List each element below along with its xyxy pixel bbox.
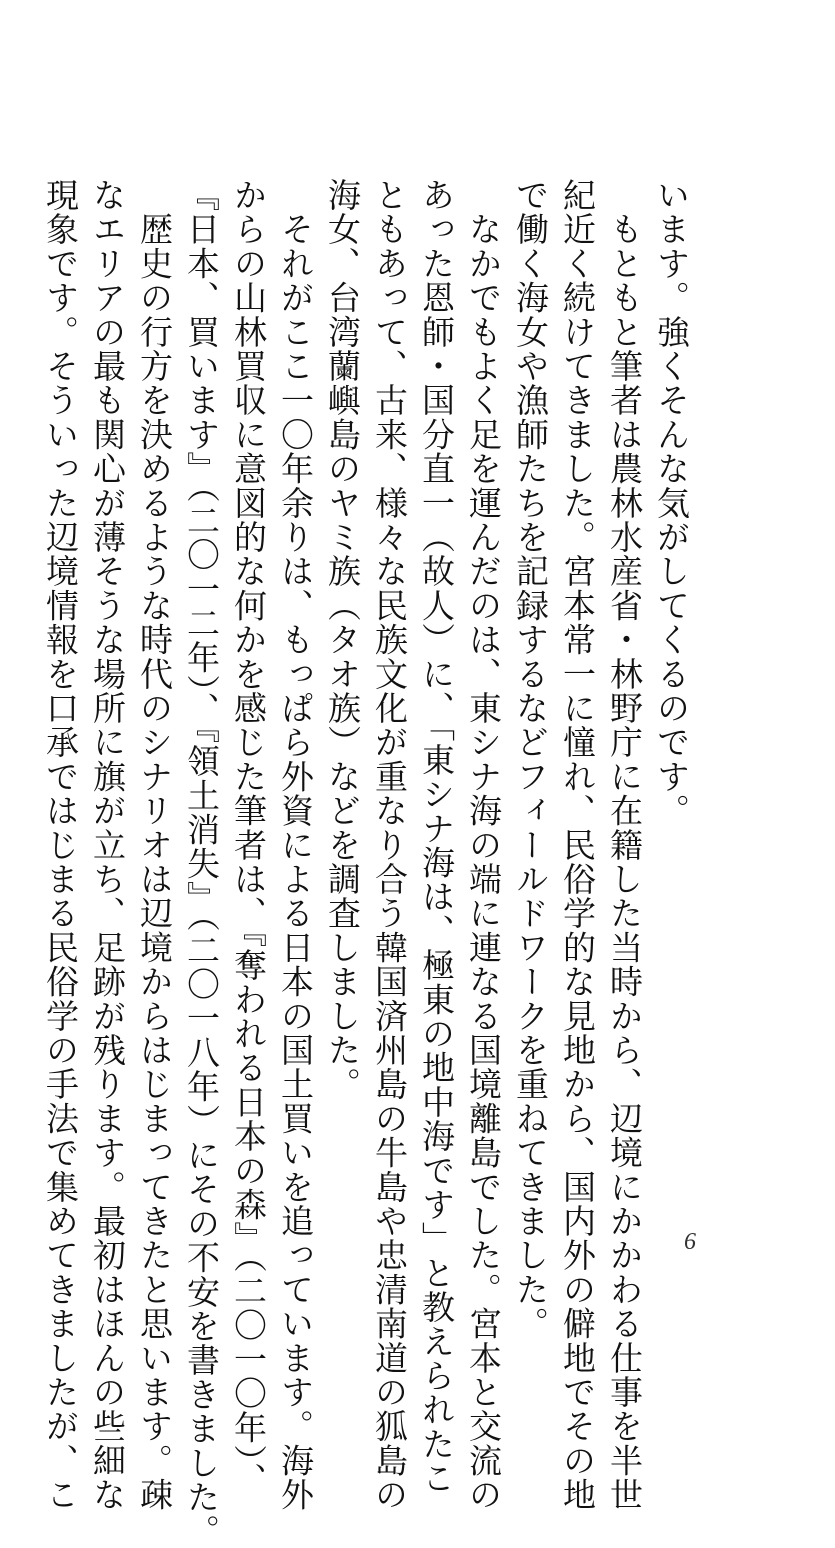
text-line-4: で働く海女や漁師たちを記録するなどフィールドワークを重ねてきました。 — [511, 178, 550, 1341]
text-line-3: 紀近く続けてきました。宮本常一に憧れ、民俗学的な見地から、国内外の僻地でその地 — [558, 178, 597, 1512]
text-line-14: 現象です。そういった辺境情報を口承ではじまる民俗学の手法で集めてきましたが、こ — [41, 178, 80, 1512]
text-line-1: います。強くそんな気がしてくるのです。 — [652, 178, 691, 828]
text-line-12: 歴史の行方を決めるような時代のシナリオは辺境からはじまってきたと思います。疎 — [135, 178, 174, 1512]
page-number: 6 — [684, 1229, 696, 1255]
text-line-9: それがここ一〇年余りは、もっぱら外資による日本の国土買いを追っています。海外 — [276, 178, 315, 1512]
text-line-5: なかでもよく足を運んだのは、東シナ海の端に連なる国境離島でした。宮本と交流の — [464, 178, 503, 1512]
text-line-13: なエリアの最も関心が薄そうな場所に旗が立ち、足跡が残ります。最初はほんの些細な — [88, 178, 127, 1512]
text-line-6: あった恩師・国分直一（故人）に、「東シナ海は、極東の地中海です」と教えられたこ — [417, 178, 456, 1496]
text-line-2: もともと筆者は農林水産省・林野庁に在籍した当時から、辺境にかかわる仕事を半世 — [605, 178, 644, 1512]
text-line-8: 海女、台湾蘭嶼島のヤミ族（タオ族）などを調査しました。 — [323, 178, 362, 1102]
text-line-10: からの山林買収に意図的な何かを感じた筆者は、『奪われる日本の森』（二〇一〇年）、 — [229, 178, 268, 1497]
vertical-text-block — [41, 178, 695, 1548]
text-line-7: ともあって、古来、様々な民族文化が重なり合う韓国済州島の牛島や忠清南道の狐島の — [370, 178, 409, 1512]
text-line-11: 『日本、買います』（二〇一二年）、『領土消失』（二〇一八年）にその不安を書きました。 — [182, 178, 221, 1548]
